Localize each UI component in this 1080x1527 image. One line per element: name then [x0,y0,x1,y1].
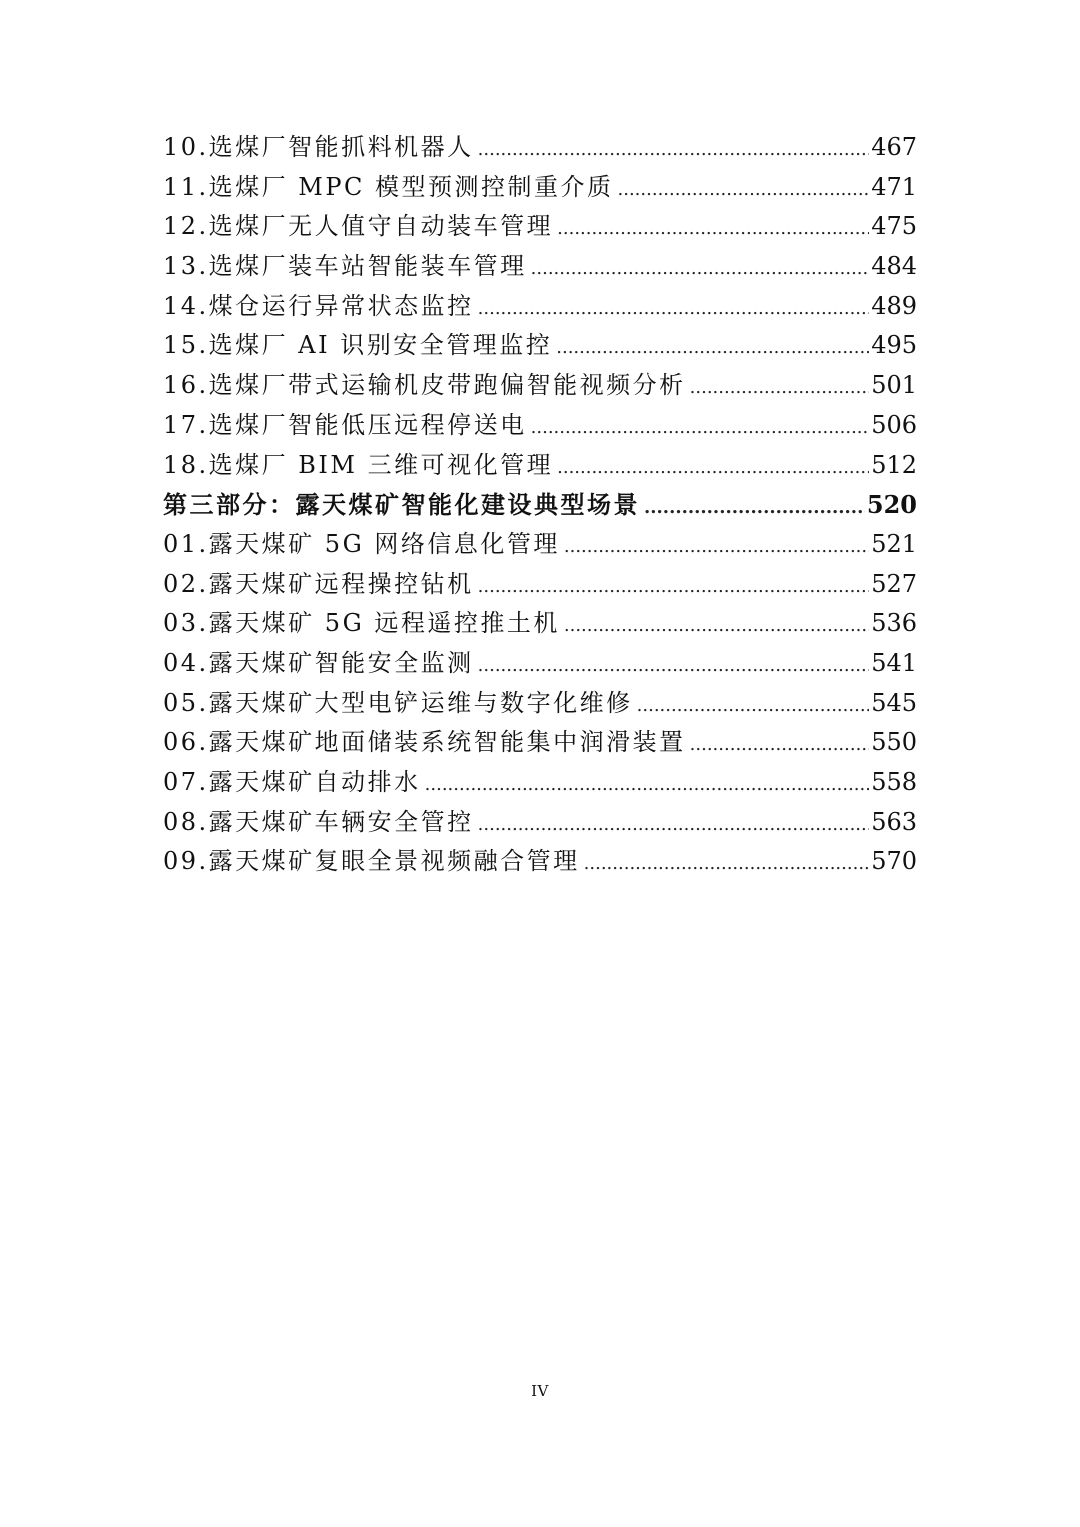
toc-entry-title: 03.露天煤矿 5G 远程遥控推土机 [163,609,560,638]
toc-dot-leader [637,686,870,726]
toc-entry[interactable] [163,604,917,644]
toc-dot-leader [644,488,865,528]
toc-dot-leader [478,289,870,329]
toc-dot-leader [557,448,869,488]
toc-entry[interactable] [163,763,917,803]
toc-dot-leader [584,844,870,884]
toc-entry-page-number: 512 [871,450,917,479]
toc-entry-page-number: 536 [871,609,917,638]
toc-entry-title: 16.选煤厂带式运输机皮带跑偏智能视频分析 [163,371,686,400]
toc-entry[interactable] [163,287,917,327]
toc-part-heading[interactable] [163,485,917,525]
toc-entry-page-number: 541 [871,648,917,677]
toc-entry[interactable] [163,168,917,208]
toc-entry-page-number: 563 [871,807,917,836]
toc-dot-leader [564,527,869,567]
toc-entry-title: 11.选煤厂 MPC 模型预测控制重介质 [163,172,614,201]
toc-dot-leader [478,805,870,845]
toc-entry-title: 08.露天煤矿车辆安全管控 [163,807,474,836]
table-of-contents [163,128,917,882]
toc-entry-page-number: 520 [866,490,917,520]
toc-entry[interactable] [163,723,917,763]
toc-entry[interactable] [163,842,917,882]
toc-entry-page-number: 471 [871,172,917,201]
toc-entry-page-number: 545 [871,688,917,717]
toc-entry-title: 07.露天煤矿自动排水 [163,768,421,796]
toc-dot-leader [478,130,870,170]
toc-dot-leader [564,606,869,646]
toc-entry-page-number: 527 [871,569,917,598]
toc-entry-page-number: 506 [871,410,917,439]
toc-entry-title: 17.选煤厂智能低压远程停送电 [163,410,527,439]
toc-dot-leader [531,408,870,448]
toc-entry[interactable] [163,406,917,446]
toc-entry[interactable] [163,684,917,724]
toc-entry-page-number: 489 [871,291,917,320]
toc-entry[interactable] [163,247,917,287]
toc-entry[interactable] [163,207,917,247]
toc-dot-leader [557,209,869,249]
toc-entry-title: 10.选煤厂智能抓料机器人 [163,133,474,161]
toc-entry[interactable] [163,525,917,565]
toc-entry[interactable] [163,128,917,168]
toc-dot-leader [478,567,870,607]
page-number: IV [531,1382,549,1400]
toc-entry-title: 13.选煤厂装车站智能装车管理 [163,252,527,281]
toc-entry-page-number: 467 [871,133,917,161]
toc-dot-leader [618,170,870,210]
toc-entry-page-number: 558 [871,768,917,796]
toc-dot-leader [690,725,870,765]
toc-entry-title: 18.选煤厂 BIM 三维可视化管理 [163,450,554,479]
toc-entry-title: 第三部分：露天煤矿智能化建设典型场景 [163,490,640,520]
toc-entry-page-number: 495 [871,331,917,360]
toc-dot-leader [425,765,870,805]
toc-entry-title: 09.露天煤矿复眼全景视频融合管理 [163,847,580,876]
toc-entry-title: 15.选煤厂 AI 识别安全管理监控 [163,331,553,360]
toc-entry-title: 12.选煤厂无人值守自动装车管理 [163,212,554,241]
toc-entry[interactable] [163,644,917,684]
toc-entry-page-number: 550 [871,728,917,757]
toc-entry-title: 05.露天煤矿大型电铲运维与数字化维修 [163,688,633,717]
toc-entry-page-number: 570 [871,847,917,876]
toc-entry[interactable] [163,326,917,366]
toc-entry-page-number: 484 [871,252,917,281]
toc-entry-page-number: 475 [871,212,917,241]
toc-entry-title: 06.露天煤矿地面储装系统智能集中润滑装置 [163,728,686,757]
toc-entry[interactable] [163,366,917,406]
toc-entry-title: 04.露天煤矿智能安全监测 [163,648,474,677]
toc-entry-page-number: 521 [871,529,917,558]
toc-entry-title: 14.煤仓运行异常状态监控 [163,291,474,320]
toc-dot-leader [690,368,870,408]
toc-entry[interactable] [163,446,917,486]
toc-entry-page-number: 501 [871,371,917,400]
toc-dot-leader [556,328,869,368]
toc-entry[interactable] [163,565,917,605]
toc-entry-title: 02.露天煤矿远程操控钻机 [163,569,474,598]
toc-dot-leader [531,249,870,289]
toc-entry-title: 01.露天煤矿 5G 网络信息化管理 [163,529,560,558]
toc-dot-leader [478,646,870,686]
toc-entry[interactable] [163,803,917,843]
